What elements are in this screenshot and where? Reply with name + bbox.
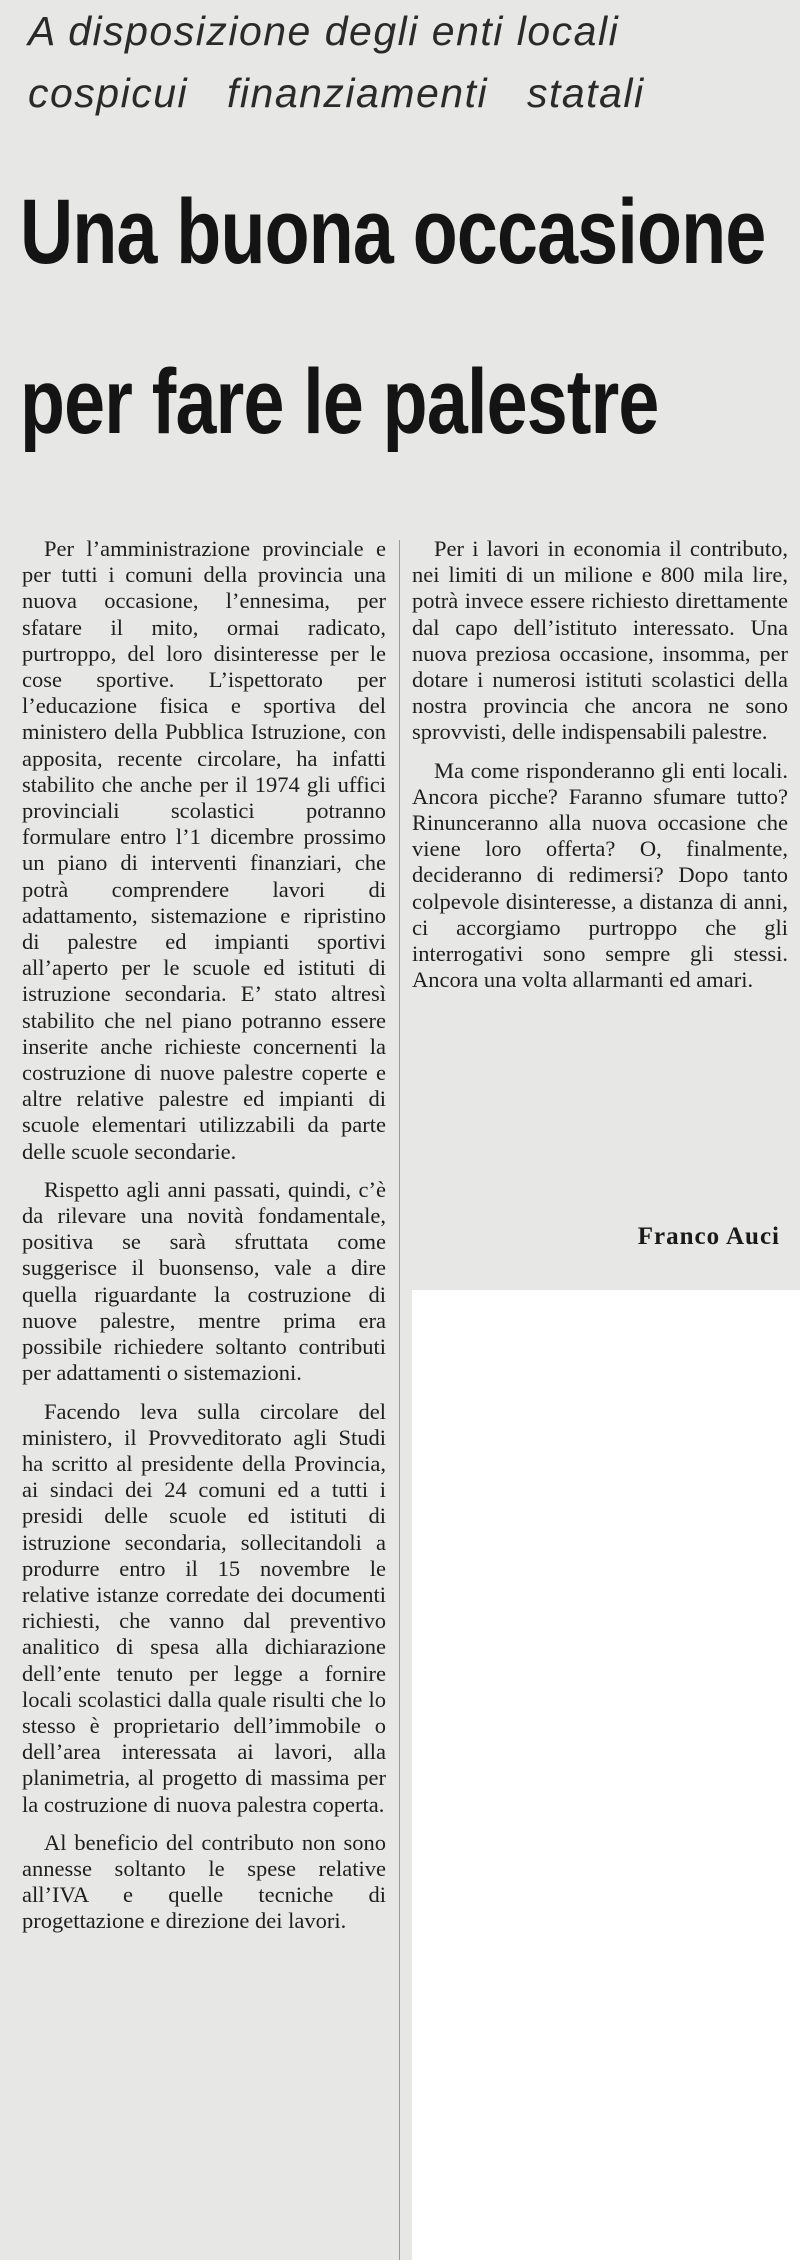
author-signature: Franco Auci — [637, 1223, 780, 1250]
headline-line-2: per fare le palestre — [20, 351, 659, 453]
article-paragraph-4: Al beneficio del contributo non sono annesse soltanto le spese relative all’IVA e quelle tecniche di progettazione e direzione dei lavori. — [22, 1829, 386, 1934]
kicker-line-2: cospicui finanziamenti statali — [28, 70, 645, 116]
article-column-right — [412, 536, 788, 1005]
article-paragraph-5: Per i lavori in economia il contributo, nei limiti di un milione e 800 mila lire, potrà invece essere richiesto direttamente dal capo dell’istituto interessato. Una nuova preziosa occasione, insomma, per dotare i numerosi istituti scolastici della nostra provincia che ancora ne sono sprovvisti, delle indispensabili palestre. — [412, 536, 788, 745]
article-paragraph-2: Rispetto agli anni passati, quindi, c’è da rilevare una novità fondamentale, positiva se sarà sfruttata come suggerisce il buonsenso, vale a dire quella riguardante la costruzione di nuove palestre, mentre prima era possibile richiedere soltanto contributi per adattamenti o sistemazioni. — [22, 1176, 386, 1386]
article-paragraph-1: Per l’amministrazione provinciale e per tutti i comuni della provincia una nuova occasione, l’ennesima, per sfatare il mito, ormai radicato, purtroppo, del loro disinteresse per le cose sportive. L’ispettorato per l’educazione fisica e sportiva del ministero della Pubblica Istruzione, con apposita, recente circolare, ha infatti stabilito che anche per il 1974 gli uffici provinciali scolastici potranno formulare entro l’1 dicembre prossimo un piano di interventi finanziari, che potrà comprendere lavori di adattamento, sistemazione e ripristino di palestre ed impianti sportivi all’aperto per le scuole ed istituti di istruzione secondaria. E’ stato altresì stabilito che nel piano potranno essere inserite anche richieste concernenti la costruzione di nuove palestre coperte e altre relative palestre ed impianti di scuole elementari utilizzabili da parte delle scuole secondarie. — [22, 536, 386, 1164]
article-column-left — [22, 536, 386, 1947]
headline-line-1: Una buona occasione — [20, 181, 766, 283]
kicker-line-1: A disposizione degli enti locali — [28, 8, 620, 54]
article-paragraph-3: Facendo leva sulla circolare del ministero, il Provveditorato agli Studi ha scritto al presidente della Provincia, ai sindaci dei 24 comuni ed a tutti i presidi delle scuole ed istituti di istruzione secondaria, sollecitandoli a produrre entro il 15 novembre le relative istanze corredate dei documenti richiesti, che vanno dal preventivo analitico di spesa alla dichiarazione dell’ente tenuto per legge a fornire locali scolastici dalla quale risulti che lo stesso è proprietario dell’immobile o dell’area interessata ai lavori, alla planimetria, al progetto di massima per la costruzione di nuova palestra coperta. — [22, 1398, 386, 1817]
article-paragraph-6: Ma come risponderanno gli enti locali. Ancora picche? Faranno sfumare tutto? Rinunceranno alla nuova occasione che viene loro offerta? O, finalmente, decideranno di redimersi? Dopo tanto colpevole disinteresse, a distanza di anni, ci accorgiamo purtroppo che gli interrogativi sono sempre gli stessi. Ancora una volta allarmanti ed amari. — [412, 757, 788, 993]
column-divider — [399, 540, 400, 2260]
